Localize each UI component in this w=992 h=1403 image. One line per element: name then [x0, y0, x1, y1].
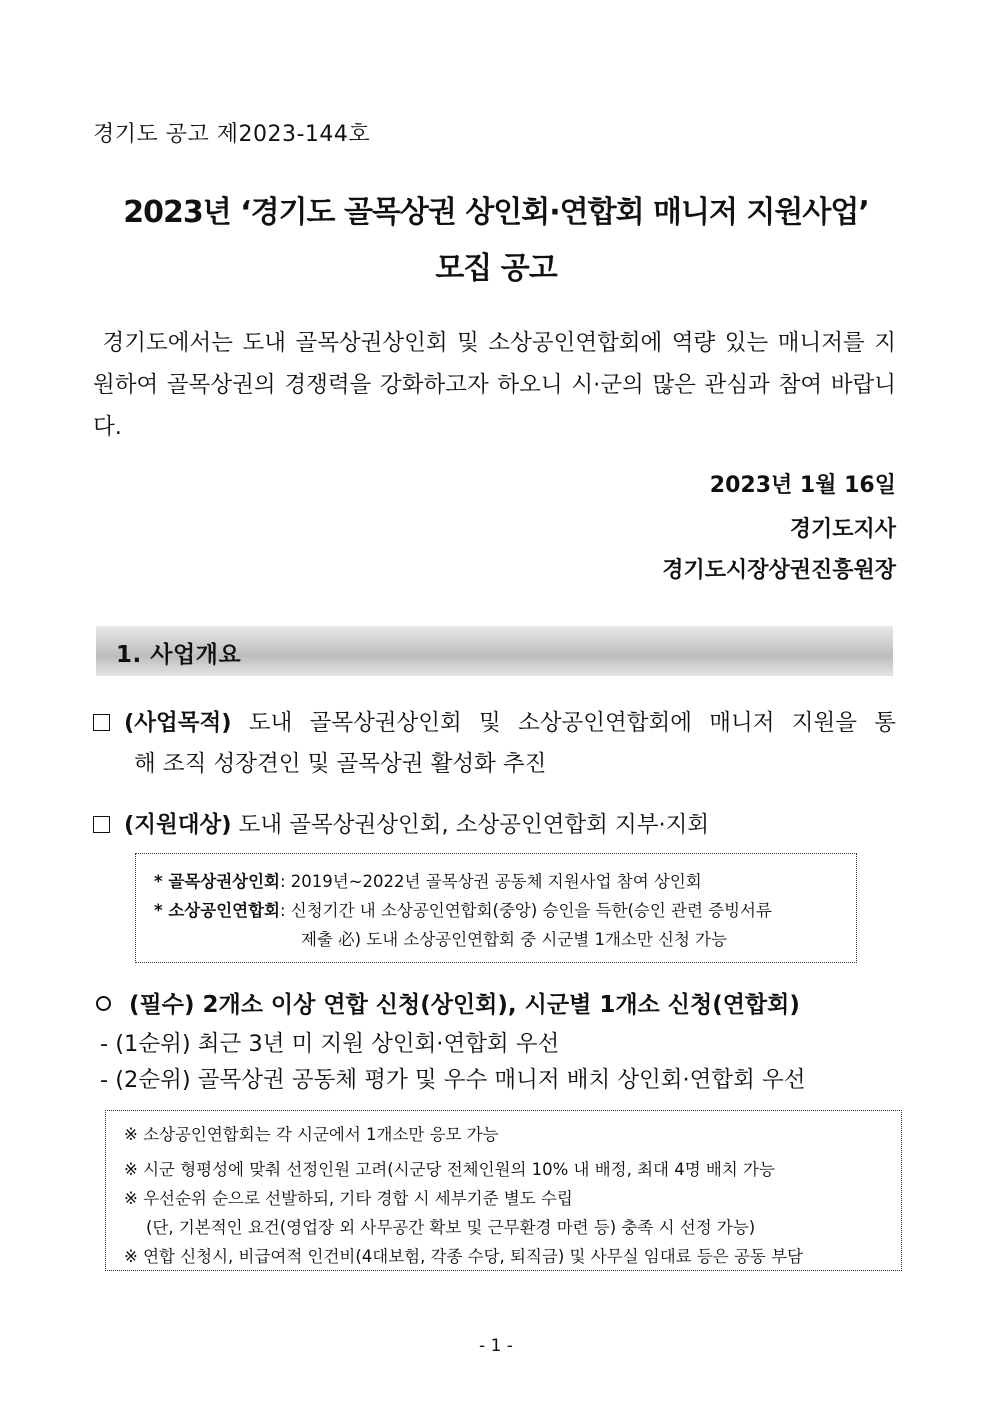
note-line: ※ 시군 형평성에 맞춰 선정인원 고려(시군당 전체인원의 10% 내 배정, 최대 4명 배치 가능 — [124, 1160, 775, 1179]
priority-2: - (2순위) 골목상권 공동체 평가 및 우수 매니저 배치 상인회·연합회 우선 — [100, 1067, 806, 1093]
priority-1: - (1순위) 최근 3년 미 지원 상인회·연합회 우선 — [100, 1031, 560, 1057]
note-label: * 소상공인연합회 — [154, 901, 280, 920]
note-line — [154, 868, 702, 892]
note-line — [154, 897, 772, 921]
requirement-text: (필수) 2개소 이상 연합 신청(상인회), 시군별 1개소 신청(연합회) — [129, 992, 800, 1018]
document-title-line1: 2023년 ‘경기도 골목상권 상인회·연합회 매니저 지원사업’ — [123, 195, 869, 230]
requirement-item — [96, 986, 800, 1019]
purpose-text-line1: 도내 골목상권상인회 및 소상공인연합회에 매니저 지원을 통 — [248, 710, 897, 736]
note-text: : 신청기간 내 소상공인연합회(중앙) 승인을 득한(승인 관련 증빙서류 — [279, 901, 772, 920]
intro-paragraph — [93, 322, 896, 448]
note-text: : 2019년~2022년 골목상권 공동체 지원사업 참여 상인회 — [279, 872, 702, 891]
purpose-label: (사업목적) — [124, 710, 232, 736]
target-item — [93, 807, 896, 839]
note-line: ※ 소상공인연합회는 각 시군에서 1개소만 응모 가능 — [124, 1125, 499, 1144]
document-title-line2: 모집 공고 — [435, 251, 557, 286]
signer-governor: 경기도지사 — [789, 517, 896, 542]
section-header-bar — [96, 626, 893, 676]
target-text: 도내 골목상권상인회, 소상공인연합회 지부·지회 — [238, 812, 710, 838]
note-line: ※ 우선순위 순으로 선발하되, 기타 경합 시 세부기준 별도 수립 — [124, 1189, 573, 1208]
note-line: (단, 기본적인 요건(영업장 외 사무공간 확보 및 근무환경 마련 등) 충족 시 선정 가능) — [146, 1218, 756, 1237]
notice-number: 경기도 공고 제2023-144호 — [93, 122, 371, 147]
checkbox-square-icon — [93, 816, 110, 833]
notice-date: 2023년 1월 16일 — [709, 473, 896, 498]
note-line: 제출 必) 도내 소상공인연합회 중 시군별 1개소만 신청 가능 — [301, 930, 728, 949]
circle-bullet-icon — [96, 996, 111, 1011]
target-label: (지원대상) — [124, 812, 232, 838]
note-line: ※ 연합 신청시, 비급여적 인건비(4대보험, 각종 수당, 퇴직금) 및 사무실 임대료 등은 공동 부담 — [124, 1247, 803, 1266]
checkbox-square-icon — [93, 714, 110, 731]
selection-notes-box — [105, 1110, 902, 1271]
purpose-text-line2: 해 조직 성장견인 및 골목상권 활성화 추진 — [134, 751, 547, 777]
target-notes-box — [135, 853, 857, 963]
page-number: - 1 - — [479, 1336, 513, 1356]
section-title: 1. 사업개요 — [116, 642, 242, 668]
note-label: * 골목상권상인회 — [154, 872, 280, 891]
purpose-item — [93, 705, 896, 737]
signer-institute: 경기도시장상권진흥원장 — [662, 558, 896, 583]
intro-text: 경기도에서는 도내 골목상권상인회 및 소상공인연합회에 역량 있는 매니저를 지원하여 골목상권의 경쟁력을 강화하고자 하오니 시·군의 많은 관심과 참여 바랍니다. — [93, 330, 896, 440]
